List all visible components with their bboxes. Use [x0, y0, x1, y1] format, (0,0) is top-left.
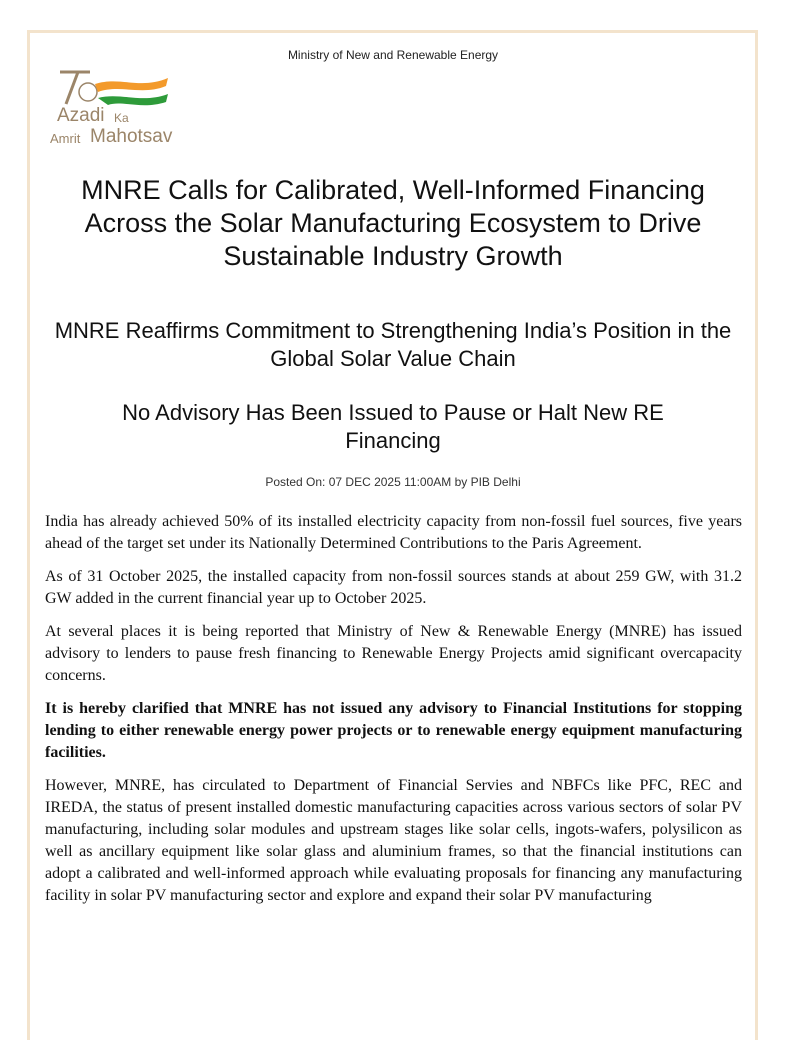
logo-text: Azadi [57, 105, 105, 126]
subtitle: MNRE Reaffirms Commitment to Strengthening India’s Position in the Global Solar Value Chain [54, 318, 732, 371]
ministry-name: Ministry of New and Renewable Energy [287, 48, 499, 62]
flag-icon [50, 66, 200, 106]
paragraph: India has already achieved 50% of its installed electricity capacity from non-fossil fuel sources, five years ahead of the target set under its Nationally Determined Contributions to the Paris Agreement. [45, 513, 742, 552]
clarification-paragraph: It is hereby clarified that MNRE has not issued any advisory to Financial Institutions for stopping lending to either renewable energy power projects or to renewable energy equipment manufacturing facilities. [45, 700, 742, 761]
logo-text: Ka [114, 111, 129, 125]
logo-text: Amrit [50, 131, 81, 146]
posted-on: Posted On: 07 DEC 2025 11:00AM by PIB Delhi [265, 475, 521, 489]
subtitle: No Advisory Has Been Issued to Pause or Halt New RE Financing [122, 400, 664, 453]
paragraph: However, MNRE, has circulated to Department of Financial Servies and NBFCs like PFC, REC and IREDA, the status of present installed domestic manufacturing capacities across various sectors of solar PV manufacturing, including solar modules and upstream stages like solar cells, ingots-wafers, polysilicon as well as ancillary equipment like solar glass and aluminium frames, so that the financial institutions can adopt a calibrated and well-informed approach while evaluating proposals for financing any manufacturing facility in solar PV manufacturing sector and explore and expand their solar PV manufacturing [45, 777, 742, 904]
logo-text: Mahotsav [90, 126, 173, 147]
paragraph: At several places it is being reported that Ministry of New & Renewable Energy (MNRE) has issued advisory to lenders to pause fresh financing to Renewable Energy Projects amid significant overcapacity concerns. [45, 623, 742, 684]
page-title: MNRE Calls for Calibrated, Well-Informed Financing Across the Solar Manufacturing Ecosystem to Drive Sustainable Industry Growth [81, 175, 705, 271]
article [40, 174, 746, 918]
paragraph: As of 31 October 2025, the installed capacity from non-fossil sources stands at about 259 GW, with 31.2 GW added in the current financial year up to October 2025. [45, 568, 742, 607]
azadi-ka-amrit-mahotsav-logo [50, 66, 200, 156]
article-body [45, 511, 742, 907]
